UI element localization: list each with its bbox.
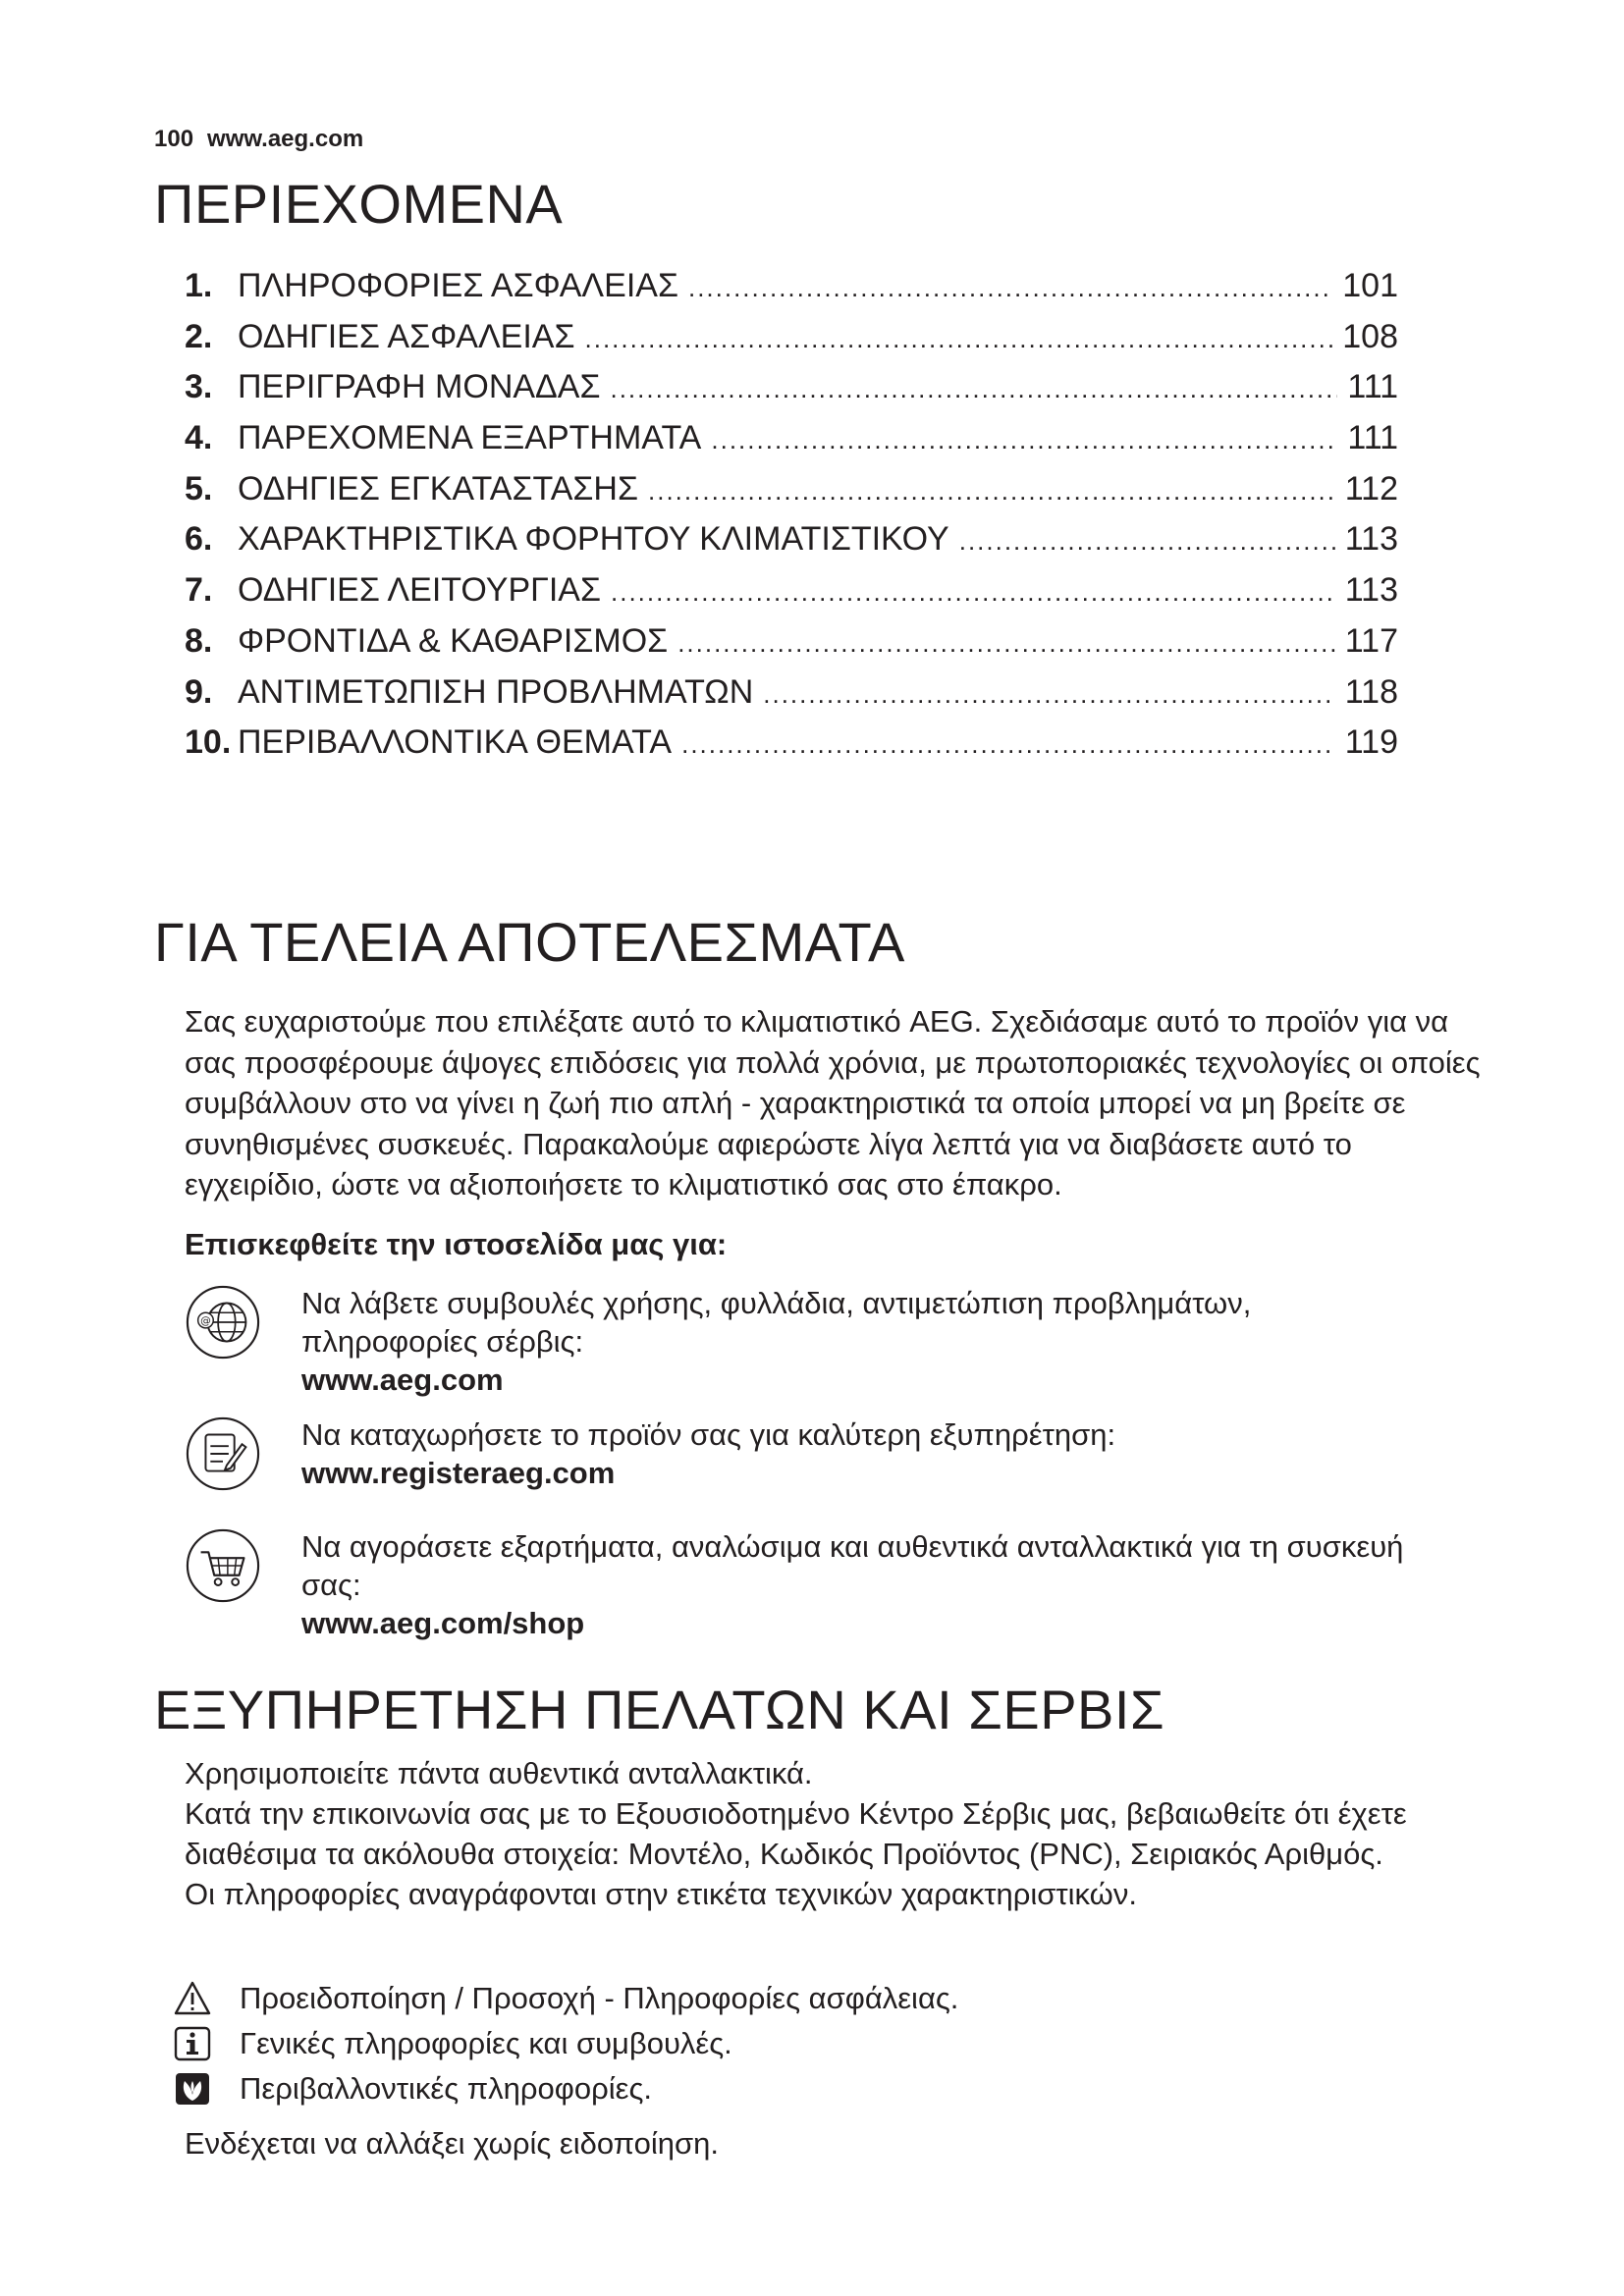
toc-item[interactable] [185, 368, 1398, 419]
shopping-cart-icon [185, 1527, 261, 1604]
toc-item[interactable] [185, 470, 1398, 521]
toc-item-number: 9. [185, 672, 213, 711]
service-text [185, 1753, 1490, 1914]
toc-item-number: 10. [185, 723, 232, 762]
toc-item[interactable] [185, 571, 1398, 622]
toc-item-page: 112 [1344, 469, 1398, 507]
legend-text: Προειδοποίηση / Προσοχή - Πληροφορίες ασφάλειας. [240, 1981, 959, 2015]
legend-text: Περιβαλλοντικές πληροφορίες. [240, 2071, 652, 2106]
toc-item-title: ΠΕΡΙΒΑΛΛΟΝΤΙΚΑ ΘΕΜΑΤΑ [238, 723, 673, 762]
toc-item-number: 4. [185, 419, 213, 457]
toc-item[interactable] [185, 419, 1398, 470]
toc-item[interactable] [185, 520, 1398, 571]
toc-leader-dots [711, 425, 1337, 455]
toc-item-title: ΠΕΡΙΓΡΑΦΗ ΜΟΝΑΔΑΣ [238, 368, 601, 406]
toc-item-page: 113 [1344, 520, 1398, 559]
service-paragraph: Χρησιμοποιείτε πάντα αυθεντικά ανταλλακτικά. [185, 1756, 813, 1790]
toc-leader-dots [585, 324, 1333, 354]
toc-item-page: 118 [1344, 672, 1398, 711]
visit-title: Επισκεφθείτε την ιστοσελίδα μας για: [185, 1227, 728, 1261]
change-notice: Ενδέχεται να αλλάξει χωρίς ειδοποίηση. [185, 2126, 719, 2161]
legend-item-environment [173, 2067, 1351, 2110]
svg-text:@: @ [200, 1313, 211, 1327]
toc-item-page: 111 [1347, 419, 1398, 457]
globe-at-icon [185, 1284, 261, 1361]
toc-item-page: 111 [1347, 368, 1398, 406]
toc-leader-dots [677, 628, 1335, 659]
page-number: 100 [154, 126, 194, 152]
toc-item-page: 119 [1344, 723, 1398, 762]
toc-item[interactable] [185, 673, 1398, 724]
toc-item-number: 5. [185, 469, 213, 507]
legend-item-warning [173, 1977, 1351, 2020]
service-title: ΕΞΥΠΗΡΕΤΗΣΗ ΠΕΛΑΤΩΝ ΚΑΙ ΣΕΡΒΙΣ [154, 1679, 1165, 1740]
visit-item-link[interactable]: www.aeg.com/shop [301, 1606, 585, 1640]
toc-item-page: 113 [1344, 571, 1398, 610]
toc-item-number: 6. [185, 520, 213, 559]
toc-item-title: ΦΡΟΝΤΙΔΑ & ΚΑΘΑΡΙΣΜΟΣ [238, 621, 669, 660]
legend-text: Γενικές πληροφορίες και συμβουλές. [240, 2026, 732, 2060]
service-paragraph: Κατά την επικοινωνία σας με το Εξουσιοδοτημένο Κέντρο Σέρβις μας, βεβαιωθείτε ότι έχετε διαθέσιμα τα ακόλουθα στοιχεία: Μοντέλο, Κωδικός Προϊόντος (PNC), Σειριακός Αριθμός. [185, 1796, 1407, 1871]
visit-item-link[interactable]: www.aeg.com [301, 1362, 504, 1397]
toc-leader-dots [610, 374, 1337, 404]
toc-leader-dots [959, 526, 1335, 557]
toc-item-number: 2. [185, 317, 213, 355]
info-icon [173, 2024, 212, 2063]
results-title: ΓΙΑ ΤΕΛΕΙΑ ΑΠΟΤΕΛΕΣΜΑΤΑ [154, 911, 905, 973]
toc-item-title: ΟΔΗΓΙΕΣ ΑΣΦΑΛΕΙΑΣ [238, 317, 575, 355]
toc-item-number: 1. [185, 267, 213, 304]
toc-item-title: ΧΑΡΑΚΤΗΡΙΣΤΙΚΑ ΦΟΡΗΤΟΥ ΚΛΙΜΑΤΙΣΤΙΚΟΥ [238, 520, 949, 559]
toc-item[interactable] [185, 318, 1398, 369]
intro-paragraph: Σας ευχαριστούμε που επιλέξατε αυτό το κλιματιστικό AEG. Σχεδιάσαμε αυτό το προϊόν για να σας προσφέρουμε άψογες επιδόσεις για πολλά χρόνια, με πρωτοποριακές τεχνολογίες οι οποίες συμβάλλουν στο να γίνει η ζωή πιο απλή - χαρακτηριστικά τα οποία μπορεί να μη βρείτε σε συνηθισμένες συσκευές. Παρακαλούμε αφιερώστε λίγα λεπτά για να διαβάσετε αυτό το εγχειρίδιο, ώστε να αξιοποιήσετε το κλιματιστικό σας στο έπακρο. [185, 1004, 1481, 1201]
environment-icon [173, 2069, 212, 2109]
toc-item-title: ΟΔΗΓΙΕΣ ΕΓΚΑΤΑΣΤΑΣΗΣ [238, 469, 638, 507]
toc-item-title: ΠΛΗΡΟΦΟΡΙΕΣ ΑΣΦΑΛΕΙΑΣ [238, 267, 678, 304]
toc-leader-dots [763, 679, 1335, 710]
toc-item[interactable] [185, 723, 1398, 774]
visit-item-link[interactable]: www.registeraeg.com [301, 1456, 616, 1490]
table-of-contents [185, 267, 1398, 774]
toc-leader-dots [681, 729, 1335, 760]
toc-item[interactable] [185, 267, 1398, 318]
toc-item-number: 8. [185, 621, 213, 660]
toc-item-title: ΠΑΡΕΧΟΜΕΝΑ ΕΞΑΡΤΗΜΑΤΑ [238, 419, 702, 457]
toc-item-page: 108 [1342, 317, 1398, 355]
warning-triangle-icon [173, 1979, 212, 2018]
toc-item-number: 3. [185, 368, 213, 406]
toc-leader-dots [688, 273, 1332, 303]
toc-item-page: 117 [1344, 621, 1398, 660]
toc-title: ΠΕΡΙΕΧΟΜΕΝΑ [154, 173, 564, 235]
legend-item-info [173, 2022, 1351, 2065]
toc-item-title: ΑΝΤΙΜΕΤΩΠΙΣΗ ΠΡΟΒΛΗΜΑΤΩΝ [238, 672, 754, 711]
toc-item-title: ΟΔΗΓΙΕΣ ΛΕΙΤΟΥΡΓΙΑΣ [238, 571, 601, 610]
toc-item[interactable] [185, 622, 1398, 673]
toc-leader-dots [648, 476, 1335, 507]
toc-item-number: 7. [185, 571, 213, 610]
toc-item-page: 101 [1342, 267, 1398, 304]
visit-item-text: Να καταχωρήσετε το προϊόν σας για καλύτερη εξυπηρέτηση: [301, 1417, 1116, 1452]
page-header [154, 126, 363, 153]
header-site: www.aeg.com [207, 126, 364, 152]
toc-leader-dots [611, 577, 1335, 608]
visit-item-text: Να λάβετε συμβουλές χρήσης, φυλλάδια, αντιμετώπιση προβλημάτων, πληροφορίες σέρβις: [301, 1286, 1252, 1359]
visit-item-text: Να αγοράσετε εξαρτήματα, αναλώσιμα και αυθεντικά ανταλλακτικά για τη συσκευή σας: [301, 1529, 1404, 1602]
service-paragraph: Οι πληροφορίες αναγράφονται στην ετικέτα τεχνικών χαρακτηριστικών. [185, 1877, 1137, 1911]
register-document-icon [185, 1415, 261, 1492]
